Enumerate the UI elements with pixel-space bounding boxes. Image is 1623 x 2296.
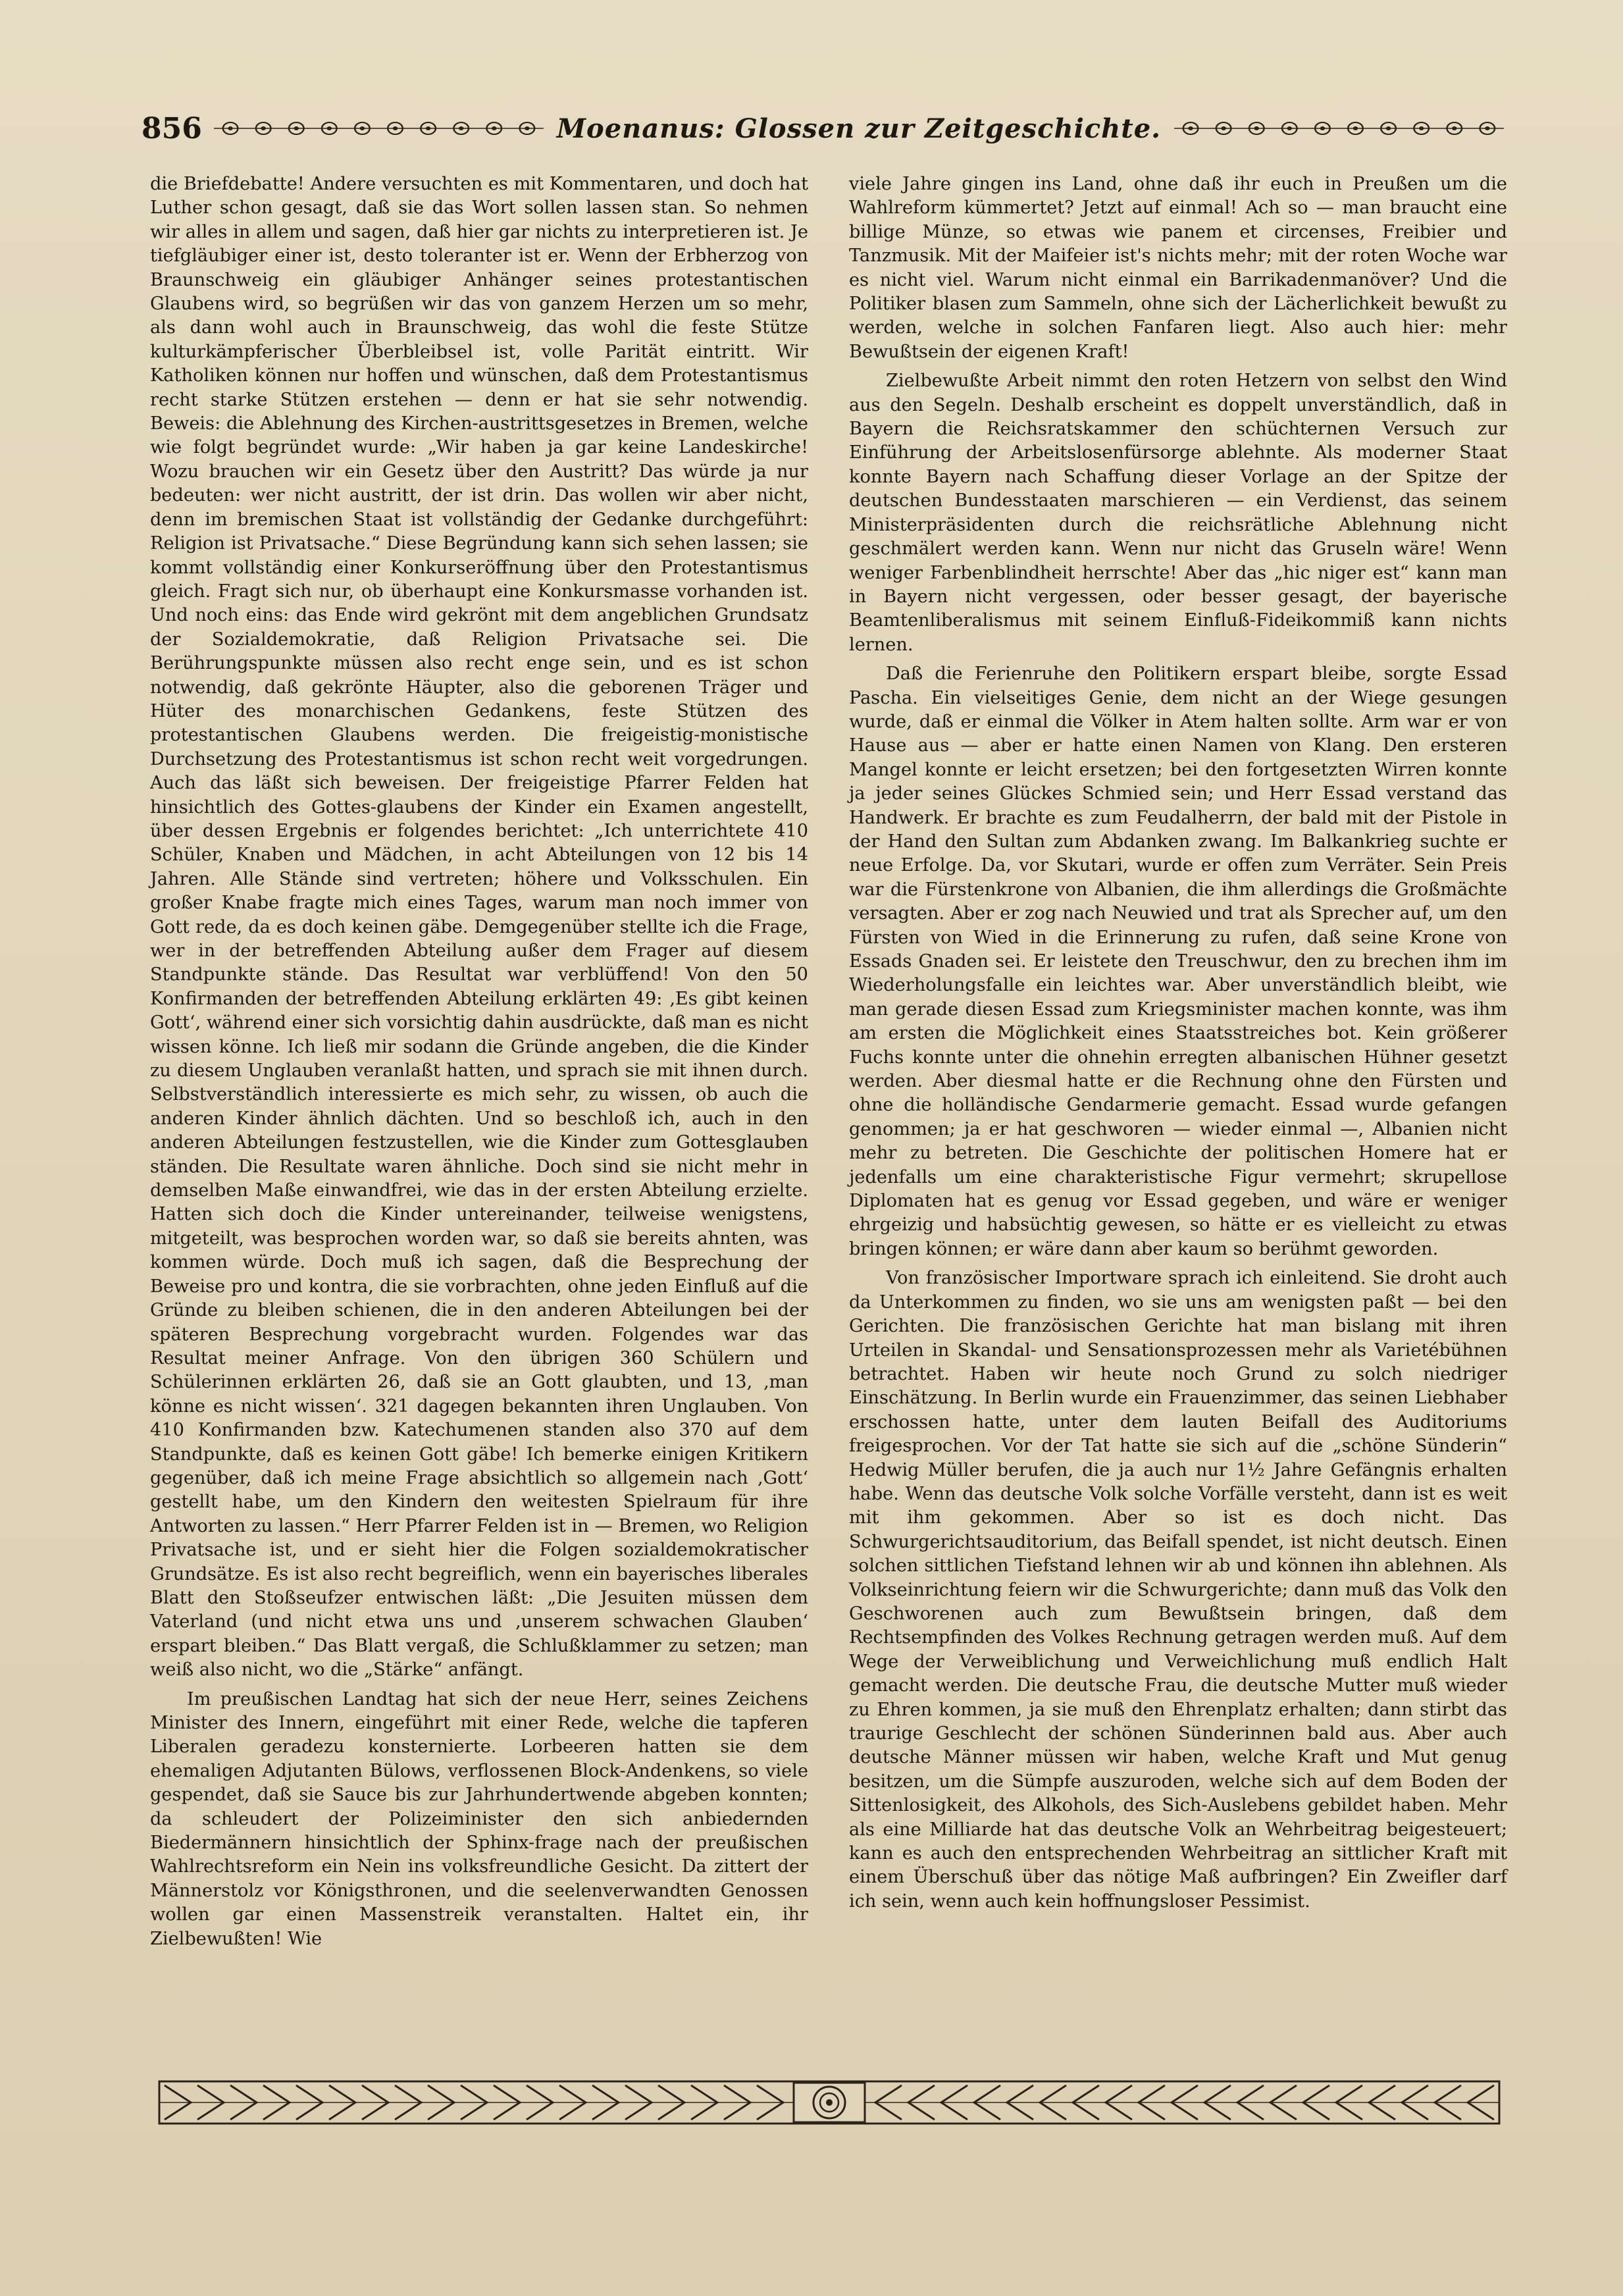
paragraph: die Briefdebatte! Andere versuchten es mit Kommentaren, und doch hat Luther schon gesagt, daß sie das Wort sollen lassen stan. So nehmen wir alles in allem und sagen, daß hier gar nichts zu interpretieren ist. Je tiefgläubiger einer ist, desto toleranter ist er. Wenn der Erbherzog von Braunschweig ein gläubiger Anhänger seines protestantischen Glaubens wird, so begrüßen wir das von ganzem Herzen um so mehr, als dann wohl auch in Braunschweig, das wohl die feste Stütze kulturkämpferischer Überbleibsel ist, volle Parität eintritt. Wir Katholiken können nur hoffen und wünschen, daß dem Protestantismus recht starke Stützen erstehen — denn er hat sie sehr notwendig. Beweis: die Ablehnung des Kirchen-austrittsgesetzes in Bremen, welche wie folgt begründet wurde: „Wir haben ja gar keine Landeskirche! Wozu brauchen wir ein Gesetz über den Austritt? Das würde ja nur bedeuten: wer nicht austritt, der ist drin. Das wollen wir aber nicht, denn im bremischen Staat ist vollständig der Gedanke durchgeführt: Religion ist Privatsache.“ Diese Begründung kann sich sehen lassen; sie kommt vollständig einer Konkurseröffnung über den Protestantismus gleich. Fragt sich nur, ob überhaupt eine Konkursmasse vorhanden ist. Und noch eins: das Ende wird gekrönt mit dem angeblichen Grundsatz der Sozialdemokratie, daß Religion Privatsache sei. Die Berührungspunkte müssen also recht enge sein, und es ist schon notwendig, daß gekrönte Häupter, also die geborenen Träger und Hüter des monarchischen Gedankens, feste Stützen des protestantischen Glaubens werden. Die freigeistig-monistische Durchsetzung des Protestantismus ist schon recht weit vorgedrungen. Auch das läßt sich beweisen. Der freigeistige Pfarrer Felden hat hinsichtlich des Gottes-glaubens der Kinder ein Examen angestellt, über dessen Ergebnis er folgendes berichtet: „Ich unterrichtete 410 Schüler, Knaben und Mädchen, in acht Abteilungen von 12 bis 14 Jahren. Alle Stände sind vertreten; höhere und Volksschulen. Ein großer Knabe fragte mich eines Tages, warum man noch immer von Gott rede, da es doch keinen gäbe. Demgegenüber stellte ich die Frage, wer in der betreffenden Abteilung außer dem Frager auf diesem Standpunkte stände. Das Resultat war verblüffend! Von den 50 Konfirmanden der betreffenden Abteilung erklärten 49: ‚Es gibt keinen Gott‘, während einer sich vorsichtig dahin ausdrückte, daß man es nicht wissen könne. Ich ließ mir sodann die Gründe angeben, die die Kinder zu diesem Unglauben veranlaßt hatten, und sprach sie mit ihnen durch. Selbstverständlich interessierte es mich sehr, zu wissen, ob auch die anderen Kinder ähnlich dächten. Und so beschloß ich, auch in den anderen Abteilungen festzustellen, wie die Kinder zum Gottesglauben ständen. Die Resultate waren ähnliche. Doch sind sie nicht mehr in demselben Maße einwandfrei, wie das in der ersten Abteilung erzielte. Hatten sich doch die Kinder untereinander, teilweise wenigstens, mitgeteilt, was besprochen worden war, so daß sie bereits ahnten, was kommen würde. Doch muß ich sagen, daß die Besprechung der Beweise pro und kontra, die sie vorbrachten, ohne jeden Einfluß auf die Gründe zu bleiben schienen, die in den anderen Abteilungen bei der späteren Besprechung vorgebracht wurden. Folgendes war das Resultat meiner Anfrage. Von den übrigen 360 Schülern und Schülerinnen erklärten 26, daß sie an Gott glaubten, und 13, ‚man könne es nicht wissen‘. 321 dagegen bekannten ihren Unglauben. Von 410 Konfirmanden bzw. Katechumenen standen also 370 auf dem Standpunkte, daß es keinen Gott gäbe! Ich bemerke einigen Kritikern gegenüber, daß ich meine Frage absichtlich so allgemein nach ‚Gott‘ gestellt habe, um den Kindern den weitesten Spielraum für ihre Antworten zu lassen.“ Herr Pfarrer Felden ist in — Bremen, wo Religion Privatsache ist, und er sieht hier die Folgen sozialdemokratischer Grundsätze. Es ist also recht begreiflich, wenn ein bayerisches liberales Blatt den Stoßseufzer entwischen läßt: „Die Jesuiten müssen dem Vaterland (und nicht etwa uns und ‚unserem schwachen Glauben‘ erspart bleiben.“ Das Blatt vergaß, die Schlußklammer zu setzen; man weiß also nicht, wo die „Stärke“ anfängt.	[150, 174, 808, 1681]
left-column	[150, 172, 808, 1951]
arrow-rosette-border-icon	[158, 2079, 1501, 2126]
right-column	[849, 172, 1507, 1914]
paragraph: viele Jahre gingen ins Land, ohne daß ihr euch in Preußen um die Wahlreform kümmertet? Jetzt auf einmal! Ach so — man braucht eine billige Münze, so etwas wie panem et circenses, Freibier und Tanzmusik. Mit der Maifeier ist's nichts mehr; mit der roten Woche war es nicht viel. Warum nicht einmal ein Barrikadenmanöver? Und die Politiker blasen zum Sammeln, ohne sich der Lächerlichkeit bewußt zu werden, welche in solchen Fanfaren liegt. Also auch hier: mehr Bewußtsein der eigenen Kraft!	[849, 174, 1507, 362]
running-title: Moenanus: Glossen zur Zeitgeschichte.	[556, 113, 1162, 144]
rosette-chain-ornament-icon	[214, 115, 544, 142]
rosette-chain-ornament-icon	[1174, 115, 1504, 142]
paragraph: Zielbewußte Arbeit nimmt den roten Hetzern von selbst den Wind aus den Segeln. Deshalb erscheint es doppelt unverständlich, daß in Bayern die Reichsratskammer den schüchternen Versuch zur Einführung der Arbeitslosenfürsorge ablehnte. Als moderner Staat konnte Bayern nach Schaffung dieser Vorlage an der Spitze der deutschen Bundesstaaten marschieren — ein Verdienst, das seinem Ministerpräsidenten durch die reichsrätliche Ablehnung nicht geschmälert werden kann. Wenn nur nicht das Gruseln wäre! Wenn weniger Farbenblindheit herrschte! Aber das „hic niger est“ kann man in Bayern nicht vergessen, oder besser gesagt, der bayerische Beamtenliberalismus mit seinem Einfluß-Fideikommiß kann nichts lernen.	[849, 371, 1507, 655]
paragraph: Daß die Ferienruhe den Politikern erspart bleibe, sorgte Essad Pascha. Ein vielseitiges Genie, dem nicht an der Wiege gesungen wurde, daß er einmal die Völker in Atem halten sollte. Arm war er von Hause aus — aber er hatte einen Namen von Klang. Den ersteren Mangel konnte er leicht ersetzen; bei den fortgesetzten Wirren konnte ja jeder seines Glückes Schmied sein; und Herr Essad verstand das Handwerk. Er brachte es zum Feudalherrn, der bald mit der Pistole in der Hand den Sultan zum Abdanken zwang. Im Balkankrieg suchte er neue Erfolge. Da, vor Skutari, wurde er offen zum Verräter. Sein Preis war die Fürstenkrone von Albanien, die ihm allerdings die Großmächte versagten. Aber er zog nach Neuwied und trat als Sprecher auf, um den Fürsten von Wied in die Erinnerung zu rufen, daß seine Krone von Essads Gnaden sei. Er leistete den Treuschwur, den zu brechen ihm im Wiederholungsfalle ein leichtes war. Aber unverständlich bleibt, wie man gerade diesen Essad zum Kriegsminister machen konnte, was ihm am ersten die Möglichkeit eines Staatsstreiches bot. Kein größerer Fuchs konnte unter die ohnehin erregten albanischen Hühner gesetzt werden. Aber diesmal hatte er die Rechnung ohne den Fürsten und ohne die holländische Gendarmerie gemacht. Essad wurde gefangen genommen; ja er hat geschworen — wieder einmal —, Albanien nicht mehr zu betreten. Die Geschichte der politischen Homere hat er jedenfalls um eine charakteristische Figur vermehrt; skrupellose Diplomaten hat es genug vor Essad gegeben, und wäre er weniger ehrgeizig und habsüchtig gewesen, so hätte er es vielleicht zu etwas bringen können; er wäre dann aber kaum so berühmt geworden.	[849, 664, 1507, 1259]
page-header	[142, 105, 1504, 151]
paragraph: Im preußischen Landtag hat sich der neue Herr, seines Zeichens Minister des Innern, eingeführt mit einer Rede, welche die tapferen Liberalen geradezu konsternierte. Lorbeeren hatten sie dem ehemaligen Adjutanten Bülows, verflossenen Block-Andenkens, so viele gespendet, daß sie Sauce bis zur Jahrhundertwende abgeben konnten; da schleudert der Polizeiminister den sich anbiedernden Biedermännern hinsichtlich der Sphinx-frage nach der preußischen Wahlrechtsreform ein Nein ins volksfreundliche Gesicht. Da zittert der Männerstolz vor Königsthronen, und die seelenverwandten Genossen wollen gar einen Massenstreik veranstalten. Haltet ein, ihr Zielbewußten! Wie	[150, 1688, 808, 1949]
page-number: 856	[142, 111, 202, 145]
paragraph: Von französischer Importware sprach ich einleitend. Sie droht auch da Unterkommen zu finden, wo sie uns am wenigsten paßt — bei den Gerichten. Die französischen Gerichte hat man bislang mit ihren Urteilen in Skandal- und Sensationsprozessen mehr als Varietébühnen betrachtet. Haben wir heute noch Grund zu solch niedriger Einschätzung. In Berlin wurde ein Frauenzimmer, das seinen Liebhaber erschossen hatte, unter dem lauten Beifall des Auditoriums freigesprochen. Vor der Tat hatte sie sich auf die „schöne Sünderin“ Hedwig Müller berufen, die ja auch nur 1½ Jahre Gefängnis erhalten habe. Wenn das deutsche Volk solche Vorfälle versteht, dann ist es weit mit ihm gekommen. Aber so ist es doch nicht. Das Schwurgerichtsauditorium, das Beifall spendet, ist nicht deutsch. Einen solchen sittlichen Tiefstand lehnen wir ab und können ihn ablehnen. Als Volkseinrichtung feiern wir die Schwurgerichte; dann muß das Volk den Geschworenen auch zum Bewußtsein bringen, daß dem Rechtsempfinden des Volkes Rechnung getragen werden muß. Auf dem Wege der Verweiblichung und Verweichlichung muß endlich Halt gemacht werden. Die deutsche Frau, die deutsche Mutter muß wieder zu Ehren kommen, ja sie muß den Ehrenplatz erhalten; dann stirbt das traurige Geschlecht der schönen Sünderinnen bald aus. Aber auch deutsche Männer müssen wir haben, welche Kraft und Mut genug besitzen, um die Sümpfe auszuroden, welche sich auf dem Boden der Sittenlosigkeit, des Alkohols, des Sich-Auslebens gebildet haben. Mehr als eine Milliarde hat das deutsche Volk an Wehrbeitrag beigesteuert; kann es auch den entsprechenden Wehrbeitrag an sittlicher Kraft mit einem Überschuß über das nötige Maß aufbringen? Ein Zweifler darf ich sein, wenn auch kein hoffnungsloser Pessimist.	[849, 1268, 1507, 1912]
